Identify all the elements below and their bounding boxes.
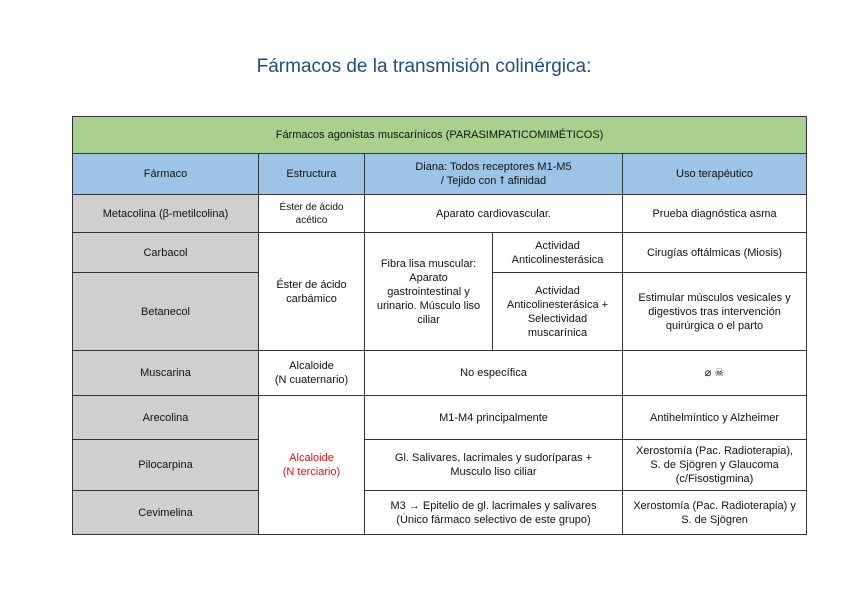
cell-muscarina-uso: ⌀ ☠ <box>623 351 807 396</box>
cell-cevimelina-farmaco: Cevimelina <box>73 491 259 535</box>
cell-metacolina-estructura: Éster de ácido acético <box>259 195 365 233</box>
cell-pilocarpina-uso: Xerostomía (Pac. Radioterapia), S. de Sjögren y Glaucoma (c/Fisostigmina) <box>623 440 807 491</box>
cell-tertiary-estructura: Alcaloide (N terciario) <box>259 396 365 535</box>
cell-cevimelina-uso: Xerostomía (Pac. Radioterapia) y S. de Sjögren <box>623 491 807 535</box>
cell-cevimelina-diana: M3 → Epitelio de gl. lacrimales y salivares (Único fármaco selectivo de este grupo) <box>365 491 623 535</box>
cell-muscarina-farmaco: Muscarina <box>73 351 259 396</box>
cell-pilocarpina-farmaco: Pilocarpina <box>73 440 259 491</box>
muscarinic-agonists-table <box>72 116 807 535</box>
cell-carbacol-actividad: Actividad Anticolinesterásica <box>493 233 623 273</box>
header-farmaco: Fármaco <box>73 154 259 195</box>
cell-metacolina-diana: Aparato cardiovascular. <box>365 195 623 233</box>
cell-betanecol-actividad: Actividad Anticolinesterásica + Selectividad muscarínica <box>493 273 623 351</box>
table-banner: Fármacos agonistas muscarínicos (PARASIMPATICOMIMÉTICOS) <box>73 117 807 154</box>
header-estructura: Estructura <box>259 154 365 195</box>
cell-carbacol-farmaco: Carbacol <box>73 233 259 273</box>
cell-betanecol-farmaco: Betanecol <box>73 273 259 351</box>
cell-carbacol-uso: Cirugías oftálmicas (Miosis) <box>623 233 807 273</box>
header-diana: Diana: Todos receptores M1-M5 / Tejido con ⭡ afinidad <box>365 154 623 195</box>
cell-muscarina-diana: No específica <box>365 351 623 396</box>
cell-pilocarpina-diana: Gl. Salivares, lacrimales y sudoríparas + Musculo liso ciliar <box>365 440 623 491</box>
cell-muscarina-estructura: Alcaloide (N cuaternario) <box>259 351 365 396</box>
page-title: Fármacos de la transmisión colinérgica: <box>256 56 592 77</box>
header-uso: Uso terapéutico <box>623 154 807 195</box>
cell-betanecol-uso: Estimular músculos vesicales y digestivos tras intervención quirúrgica o el parto <box>623 273 807 351</box>
cell-metacolina-uso: Prueba diagnóstica asma <box>623 195 807 233</box>
cell-arecolina-uso: Antihelmíntico y Alzheimer <box>623 396 807 440</box>
cell-fibra-lisa-diana: Fibra lisa muscular: Aparato gastrointestinal y urinario. Músculo liso ciliar <box>365 233 493 351</box>
cell-arecolina-farmaco: Arecolina <box>73 396 259 440</box>
cell-carbamic-estructura: Éster de ácido carbámico <box>259 233 365 351</box>
cell-metacolina-farmaco: Metacolina (β-metilcolina) <box>73 195 259 233</box>
cell-arecolina-diana: M1-M4 principalmente <box>365 396 623 440</box>
